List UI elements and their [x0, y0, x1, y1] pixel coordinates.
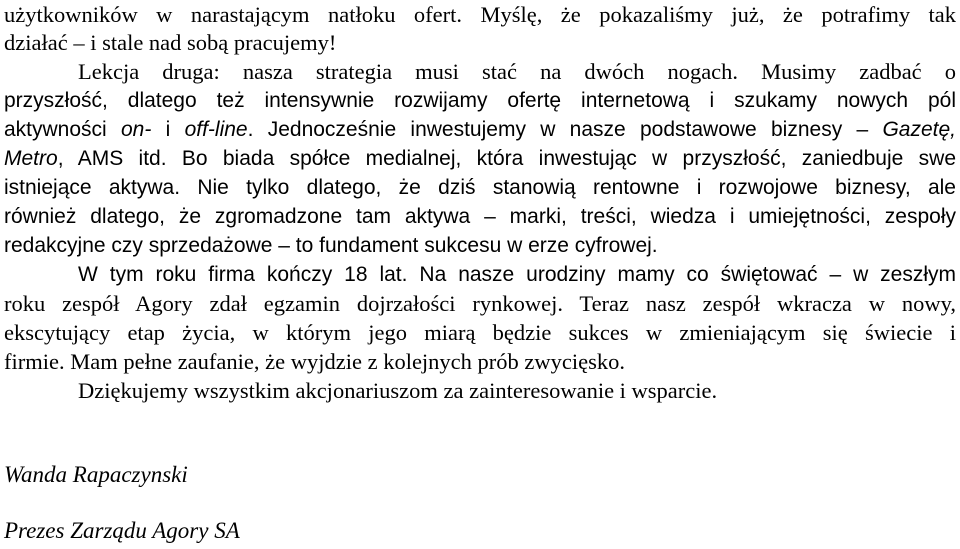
text-run: Nie tylko dlatego, że dziś stanowią rentowne i rozwojowe biznesy, ale	[180, 176, 956, 199]
text-run: firmie. Mam pełne zaufanie, że wyjdzie z kolejnych prób zwycięsko.	[4, 349, 626, 374]
paragraph-line	[4, 318, 956, 348]
paragraph-line	[4, 173, 956, 203]
text-run: aktywności	[4, 118, 121, 141]
text-run: ekscytujący etap życia, w którym jego miarą będzie sukces w zmieniającym się świecie i	[4, 320, 956, 345]
paragraph-line	[4, 144, 956, 174]
text-run: i	[151, 118, 185, 141]
text-run: roku zespół Agory zdał egzamin dojrzałości rynkowej. Teraz nasz zespół wkracza w nowy,	[4, 291, 956, 316]
text-run: W tym roku firma kończy 18 lat.	[78, 263, 408, 286]
paragraph-line	[78, 260, 956, 290]
paragraph-line	[78, 57, 956, 87]
text-run: Lekcja druga: nasza strategia musi stać na dwóch nogach. Musimy zadbać o	[78, 59, 956, 84]
text-run: Na nasze urodziny mamy co świętować – w zeszłym	[407, 263, 957, 286]
paragraph-line	[4, 231, 956, 261]
signature-title: Prezes Zarządu Agory SA	[4, 518, 240, 543]
text-run: , AMS itd. Bo biada spółce medialnej, która inwestując w przyszłość, zaniedbuje swe	[57, 147, 956, 170]
paragraph-line	[4, 289, 956, 319]
text-run-italic: Gazetę,	[882, 118, 956, 141]
text-run: Dziękujemy wszystkim akcjonariuszom za zainteresowanie i wsparcie.	[78, 378, 718, 403]
text-run: przyszłość, dlatego też intensywnie rozwijamy ofertę internetową i szukamy nowych pól	[4, 89, 956, 112]
signature-name: Wanda Rapaczynski	[4, 462, 188, 487]
text-run-italic: on-	[120, 118, 152, 141]
text-run: użytkowników w narastającym natłoku ofert. Myślę, że pokazaliśmy już, że potrafimy tak	[4, 2, 956, 27]
text-run: . Jednocześnie inwestujemy w nasze podstawowe biznesy –	[247, 118, 869, 141]
text-run: również dlatego, że zgromadzone tam aktywa – marki, treści, wiedza i umiejętności, zespoły	[4, 205, 956, 228]
paragraph-line	[4, 0, 956, 30]
paragraph-line	[4, 86, 956, 116]
paragraph-line	[4, 28, 956, 58]
paragraph-line	[78, 376, 956, 406]
paragraph-line	[4, 115, 956, 145]
paragraph-line	[4, 347, 956, 377]
text-run: redakcyjne czy sprzedażowe – to fundament sukcesu w erze cyfrowej.	[4, 234, 658, 257]
text-run-italic: Metro	[4, 147, 58, 170]
text-run: działać – i stale nad sobą pracujemy!	[4, 30, 337, 55]
paragraph-line	[4, 202, 956, 232]
text-run-italic: off-line	[184, 118, 248, 141]
text-run: istniejące aktywa.	[4, 176, 181, 199]
